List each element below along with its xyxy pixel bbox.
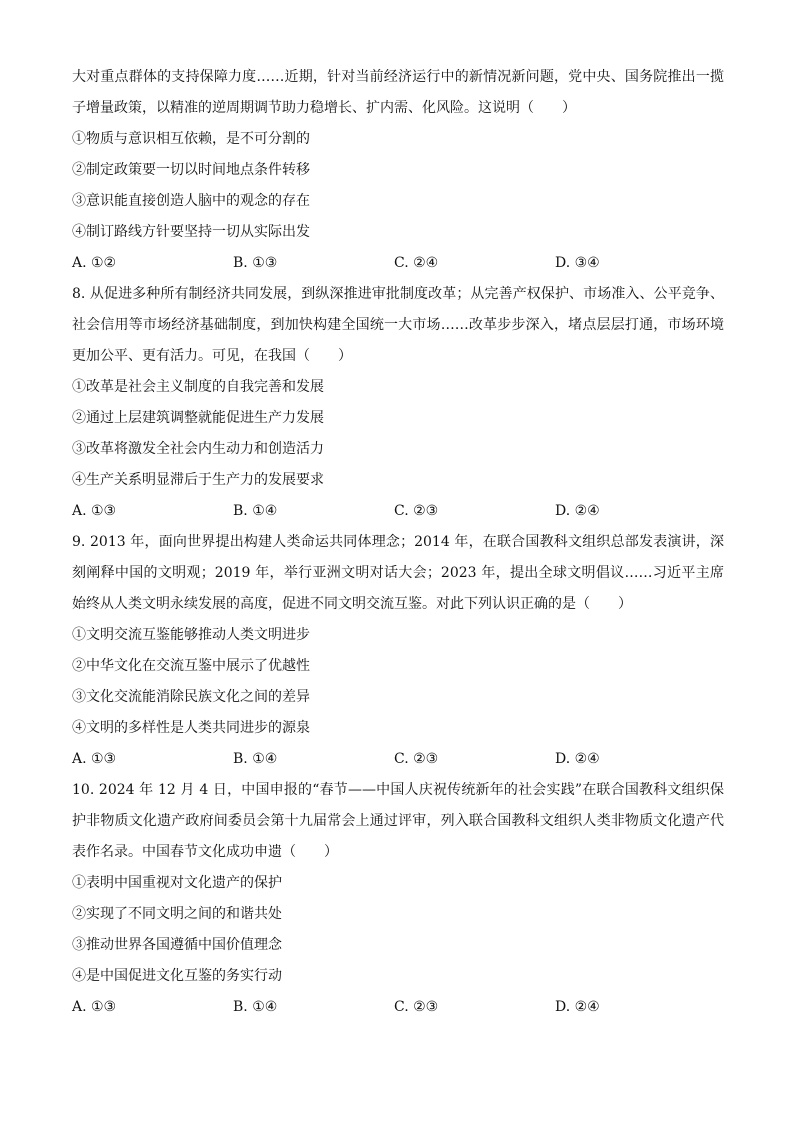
choice-c[interactable]: C. ②③ xyxy=(394,751,439,767)
option-4: ④是中国促进文化互鉴的务实行动 xyxy=(72,968,282,984)
answer-choices xyxy=(72,496,724,527)
question-9 xyxy=(72,527,724,775)
option-1: ①表明中国重视对文化遗产的保护 xyxy=(72,875,282,891)
option-2: ②实现了不同文明之间的和谐共处 xyxy=(72,906,282,922)
question-stem: 大对重点群体的支持保障力度……近期，针对当前经济运行中的新情况新问题，党中央、国务院推出一揽子增量政策，以精准的逆周期调节助力稳增长、扩内需、化风险。这说明（ ） xyxy=(72,69,724,116)
question-stem: 8. 从促进多种所有制经济共同发展，到纵深推进审批制度改革；从完善产权保护、市场准入、公平竞争、社会信用等市场经济基础制度，到加快构建全国统一大市场……改革步步深入，堵点层层打通，市场环境更加公平、更有活力。可见，在我国（ ） xyxy=(72,286,724,364)
option-4: ④文明的多样性是人类共同进步的源泉 xyxy=(72,720,310,736)
question-10 xyxy=(72,775,724,1023)
option-4: ④制订路线方针要坚持一切从实际出发 xyxy=(72,224,310,240)
answer-choices xyxy=(72,992,724,1023)
choice-d[interactable]: D. ②④ xyxy=(555,503,600,519)
option-1: ①改革是社会主义制度的自我完善和发展 xyxy=(72,379,324,395)
question-stem: 10. 2024 年 12 月 4 日，中国申报的“春节——中国人庆祝传统新年的社会实践”在联合国教科文组织保护非物质文化遗产政府间委员会第十九届常会上通过评审，列入联合国教科文组织人类非物质文化遗产代表作名录。中国春节文化成功申遗（ ） xyxy=(72,782,724,860)
choice-c[interactable]: C. ②③ xyxy=(394,503,439,519)
choice-b[interactable]: B. ①④ xyxy=(233,751,278,767)
option-3: ③推动世界各国遵循中国价值理念 xyxy=(72,937,282,953)
question-7-continued xyxy=(72,62,724,279)
choice-a[interactable]: A. ①③ xyxy=(72,999,117,1015)
answer-choices xyxy=(72,248,724,279)
choice-b[interactable]: B. ①③ xyxy=(233,255,278,271)
choice-c[interactable]: C. ②④ xyxy=(394,255,439,271)
option-2: ②中华文化在交流互鉴中展示了优越性 xyxy=(72,658,310,674)
choice-d[interactable]: D. ③④ xyxy=(555,255,600,271)
option-1: ①文明交流互鉴能够推动人类文明进步 xyxy=(72,627,310,643)
choice-a[interactable]: A. ①③ xyxy=(72,751,117,767)
answer-choices xyxy=(72,744,724,775)
option-1: ①物质与意识相互依赖，是不可分割的 xyxy=(72,131,310,147)
choice-c[interactable]: C. ②③ xyxy=(394,999,439,1015)
option-3: ③文化交流能消除民族文化之间的差异 xyxy=(72,689,310,705)
choice-a[interactable]: A. ①③ xyxy=(72,503,117,519)
option-4: ④生产关系明显滞后于生产力的发展要求 xyxy=(72,472,324,488)
choice-b[interactable]: B. ①④ xyxy=(233,503,278,519)
choice-a[interactable]: A. ①② xyxy=(72,255,117,271)
option-3: ③改革将激发全社会内生动力和创造活力 xyxy=(72,441,324,457)
choice-b[interactable]: B. ①④ xyxy=(233,999,278,1015)
question-8 xyxy=(72,279,724,527)
option-3: ③意识能直接创造人脑中的观念的存在 xyxy=(72,193,310,209)
option-2: ②通过上层建筑调整就能促进生产力发展 xyxy=(72,410,324,426)
choice-d[interactable]: D. ②④ xyxy=(555,999,600,1015)
choice-d[interactable]: D. ②④ xyxy=(555,751,600,767)
exam-page xyxy=(72,62,724,1023)
question-stem: 9. 2013 年，面向世界提出构建人类命运共同体理念；2014 年，在联合国教科文组织总部发表演讲，深刻阐释中国的文明观；2019 年，举行亚洲文明对话大会；2023 年，提出全球文明倡议……习近平主席始终从人类文明永续发展的高度，促进不同文明交流互鉴。对此下列认识正确的是（ ） xyxy=(72,534,724,612)
option-2: ②制定政策要一切以时间地点条件转移 xyxy=(72,162,310,178)
